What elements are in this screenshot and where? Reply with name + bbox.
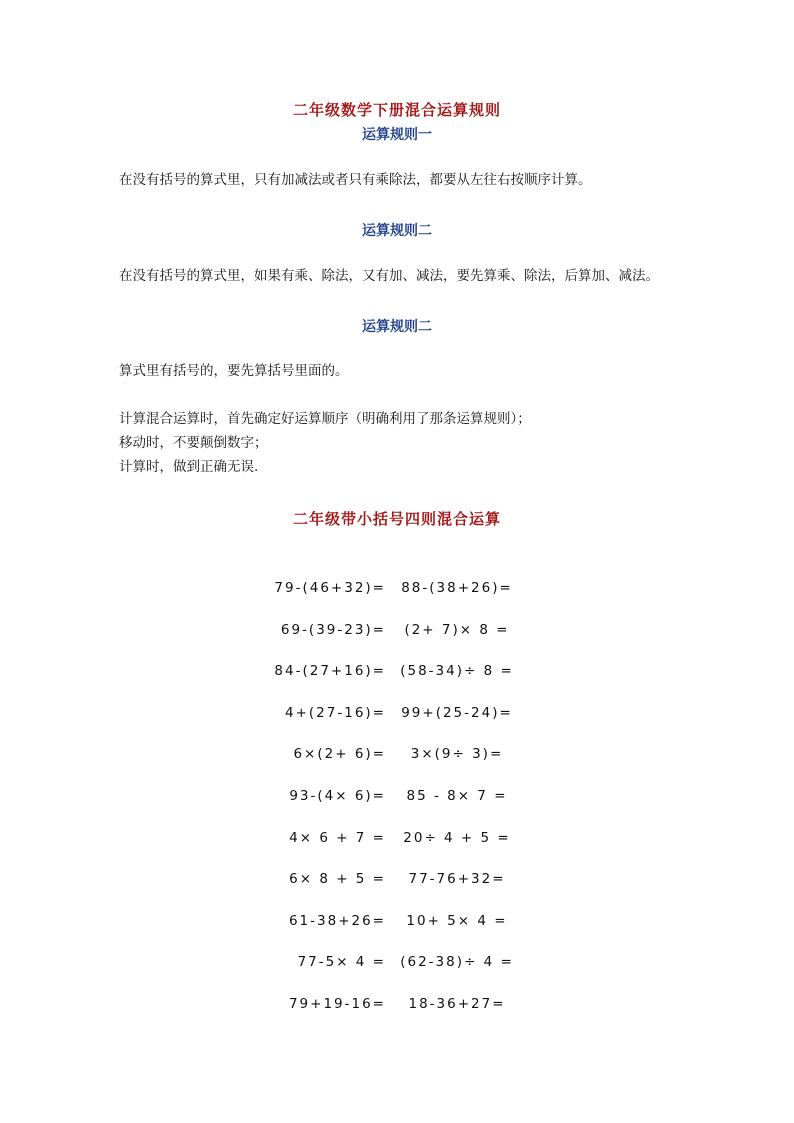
note-1: 计算混合运算时，首先确定好运算顺序（明确利用了那条运算规则）；: [119, 411, 531, 427]
exercise-right: (62-38)÷ 4 =: [400, 954, 514, 970]
exercise-row: [0, 622, 794, 642]
exercise-row: [0, 871, 794, 891]
exercise-right: 88-(38+26)=: [401, 580, 513, 596]
rule-heading-1: 运算规则一: [362, 127, 432, 143]
exercise-left: 6× 8 + 5 =: [289, 871, 386, 887]
exercise-left: 4× 6 + 7 =: [289, 830, 386, 846]
exercise-section-title: 二年级带小括号四则混合运算: [292, 510, 501, 528]
exercise-row: [0, 788, 794, 808]
rule-text-1: 在没有括号的算式里，只有加减法或者只有乘除法，都要从左往右按顺序计算。: [119, 172, 592, 188]
exercise-row: [0, 954, 794, 974]
exercise-left: 4+(27-16)=: [285, 705, 386, 721]
rule-text-3: 算式里有括号的，要先算括号里面的。: [119, 363, 349, 379]
exercise-left: 79-(46+32)=: [274, 580, 386, 596]
exercise-left: 69-(39-23)=: [280, 622, 386, 638]
exercise-left: 79+19-16=: [288, 996, 386, 1012]
exercise-left: 6×(2+ 6)=: [293, 746, 386, 762]
note-3: 计算时，做到正确无误.: [119, 459, 259, 475]
note-2: 移动时，不要颠倒数字；: [119, 435, 268, 451]
rule-heading-2: 运算规则二: [362, 223, 432, 239]
exercise-right: 10+ 5× 4 =: [406, 913, 508, 929]
exercise-right: 85 - 8× 7 =: [406, 788, 508, 804]
rule-text-2: 在没有括号的算式里，如果有乘、除法，又有加、减法，要先算乘、除法，后算加、减法。: [119, 268, 659, 284]
exercise-left: 84-(27+16)=: [274, 663, 386, 679]
exercise-left: 61-38+26=: [288, 913, 386, 929]
exercise-right: 99+(25-24)=: [401, 705, 513, 721]
exercise-row: [0, 913, 794, 933]
exercise-row: [0, 705, 794, 725]
exercise-right: 3×(9÷ 3)=: [410, 746, 504, 762]
exercise-row: [0, 830, 794, 850]
rule-heading-3: 运算规则二: [362, 319, 432, 335]
exercise-row: [0, 580, 794, 600]
exercise-row: [0, 996, 794, 1016]
exercise-right: (58-34)÷ 8 =: [400, 663, 514, 679]
exercise-left: 77-5× 4 =: [297, 954, 386, 970]
document-title: 二年级数学下册混合运算规则: [292, 101, 501, 119]
exercise-row: [0, 746, 794, 766]
exercise-right: 18-36+27=: [408, 996, 506, 1012]
exercise-right: 77-76+32=: [408, 871, 506, 887]
exercise-row: [0, 663, 794, 683]
exercise-right: (2+ 7)× 8 =: [404, 622, 510, 638]
exercise-right: 20÷ 4 + 5 =: [403, 830, 511, 846]
exercise-left: 93-(4× 6)=: [289, 788, 386, 804]
